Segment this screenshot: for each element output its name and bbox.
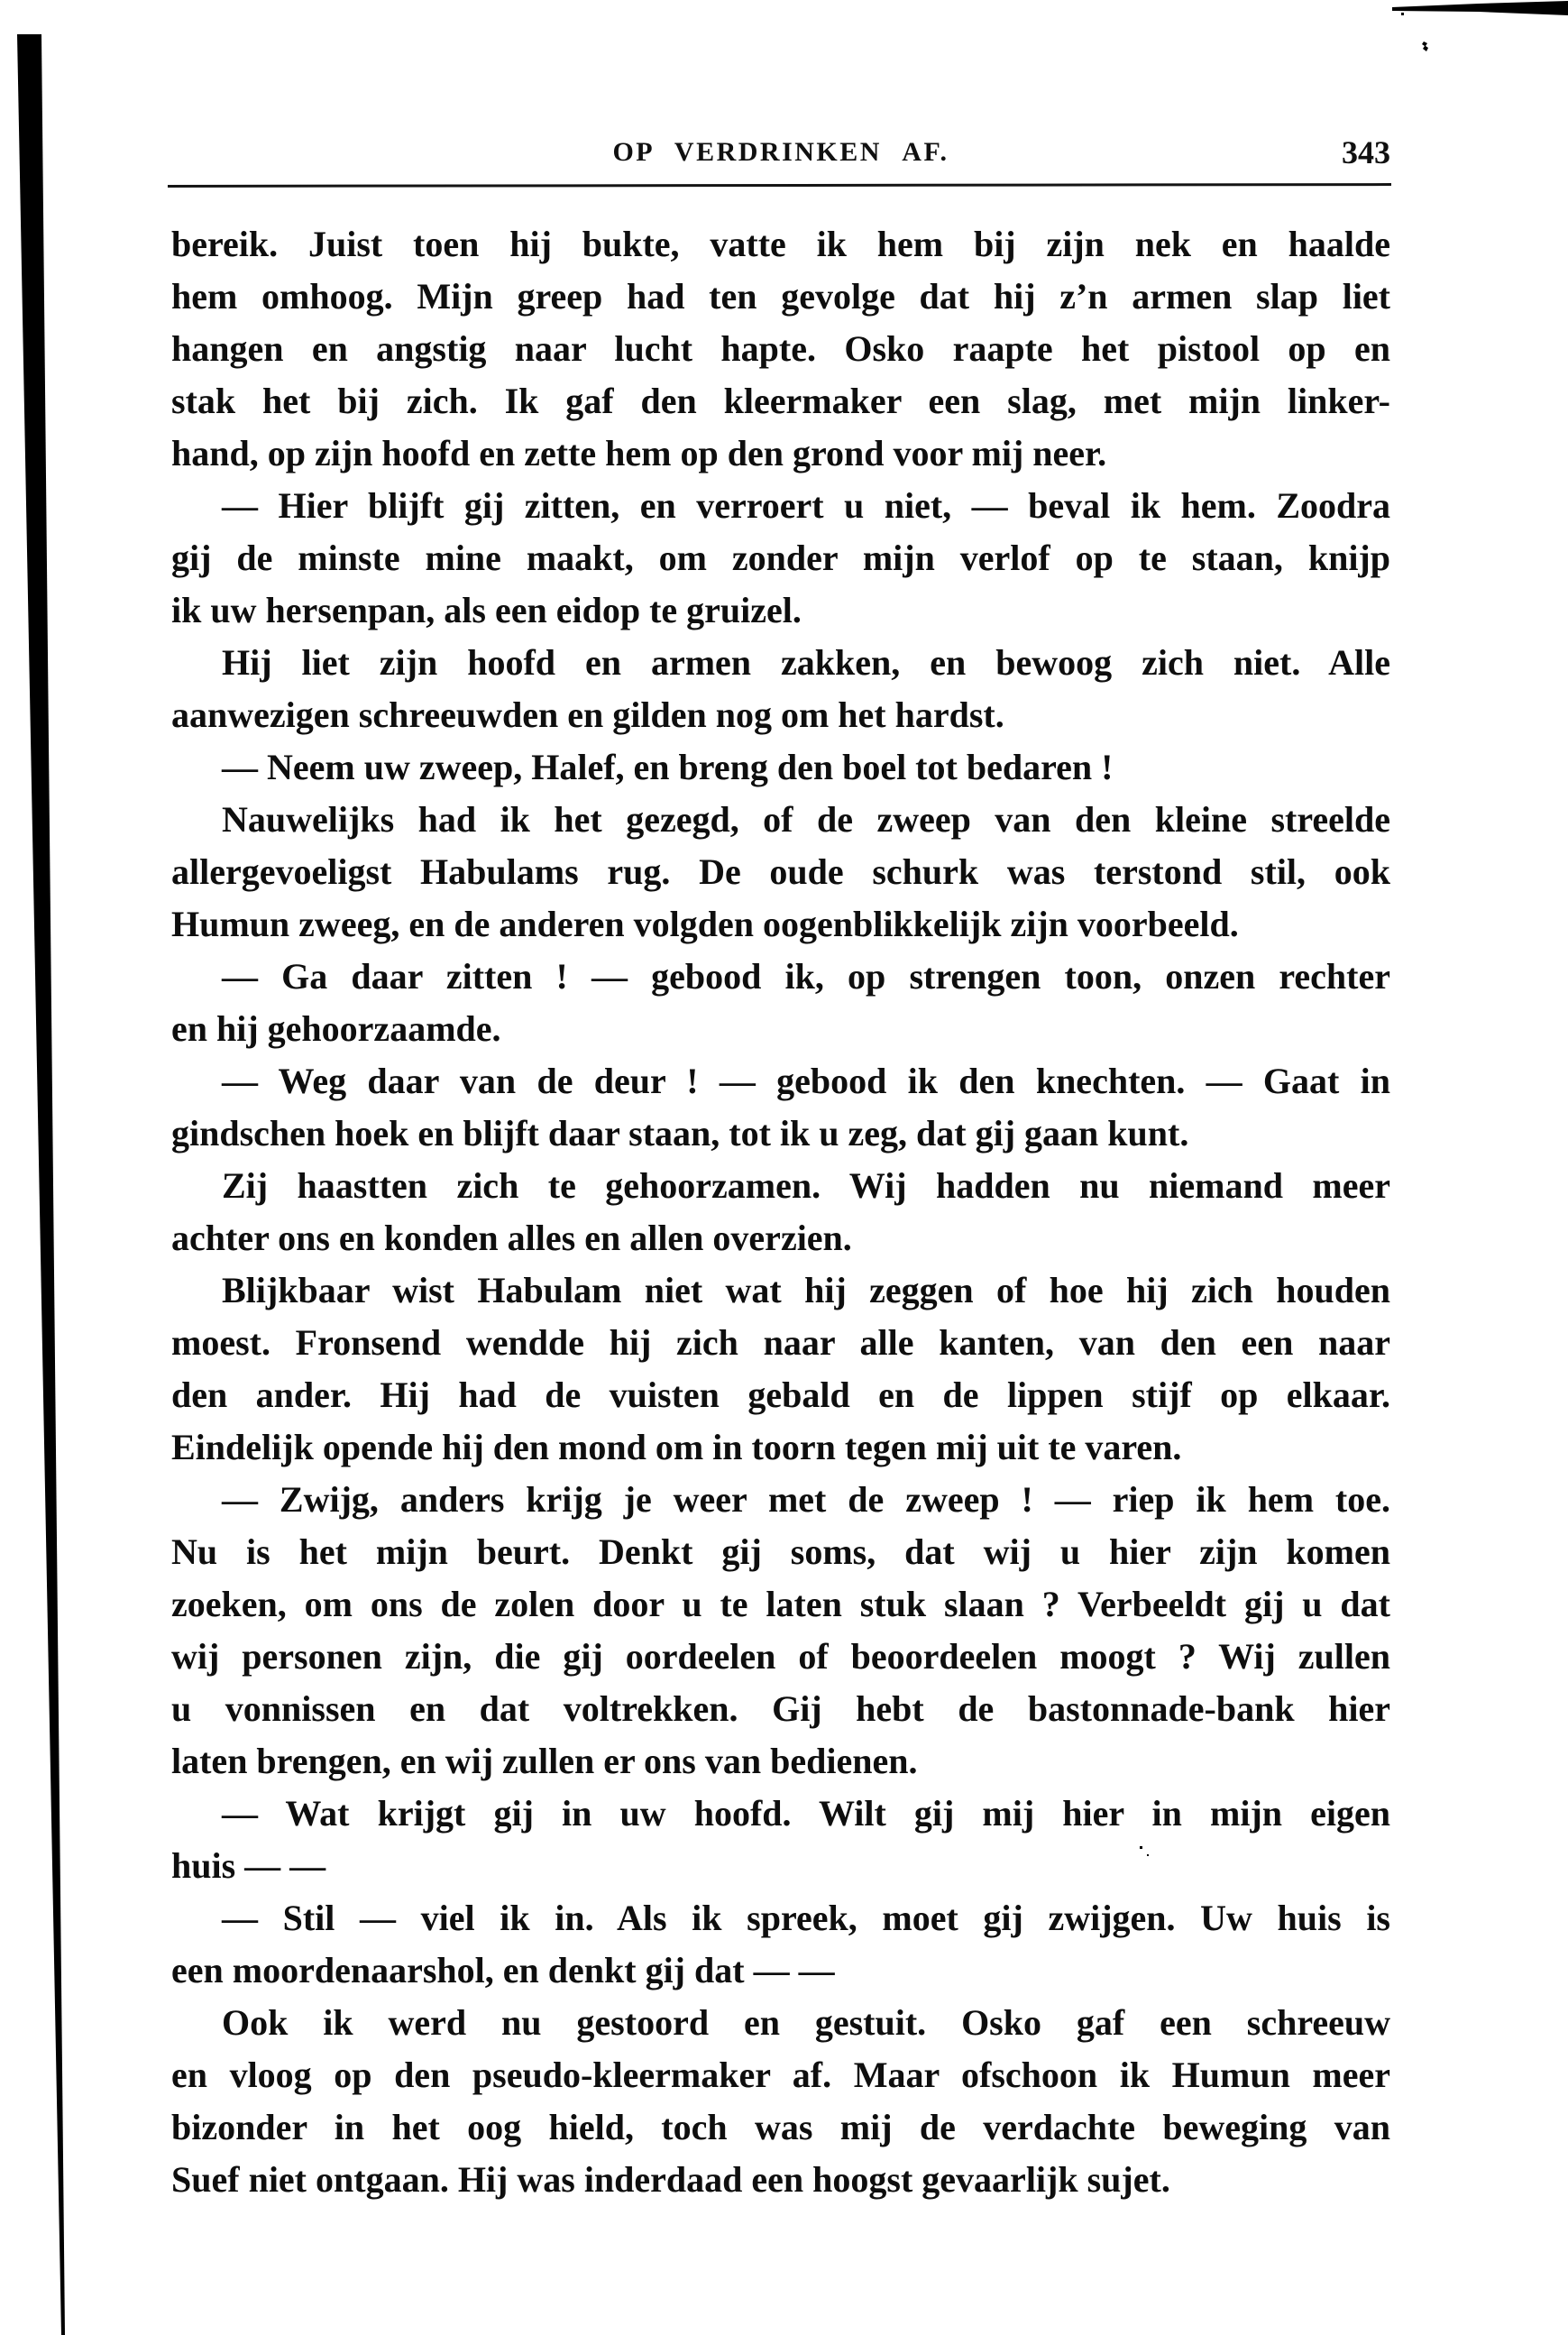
text-line: Humun zweeg, en de anderen volgden oogenblikkelijk zijn voorbeeld.	[171, 904, 1239, 944]
text-line: hand, op zijn hoofd en zette hem op den grond voor mij neer.	[171, 433, 1107, 473]
text-line: Hij liet zijn hoofd en armen zakken, en bewoog zich niet. Alle	[222, 642, 1390, 683]
text-line: hem omhoog. Mijn greep had ten gevolge dat hij z’n armen slap liet	[171, 276, 1390, 317]
text-line: aanwezigen schreeuwden en gilden nog om het hardst.	[171, 694, 1004, 735]
text-line: een moordenaarshol, en denkt gij dat — —	[171, 1950, 835, 1990]
text-line: Ook ik werd nu gestoord en gestuit. Osko gaf een schreeuw	[222, 2002, 1390, 2043]
text-line: — Ga daar zitten ! — gebood ik, op strengen toon, onzen rechter	[222, 956, 1390, 997]
body-text	[171, 218, 1390, 2206]
text-line: gij de minste mine maakt, om zonder mijn verlof op te staan, knijp	[171, 538, 1390, 578]
text-line: Suef niet ontgaan. Hij was inderdaad een hoogst gevaarlijk sujet.	[171, 2159, 1170, 2200]
text-line: u vonnissen en dat voltrekken. Gij hebt de bastonnade-bank hier	[171, 1688, 1390, 1729]
text-line: — Weg daar van de deur ! — gebood ik den knechten. — Gaat in	[222, 1061, 1390, 1101]
text-line: — Hier blijft gij zitten, en verroert u niet, — beval ik hem. Zoodra	[222, 485, 1390, 526]
text-line: — Neem uw zweep, Halef, en breng den boel tot bedaren !	[222, 747, 1114, 787]
text-line: Nauwelijks had ik het gezegd, of de zweep van den kleine streelde	[222, 799, 1390, 840]
text-line: en vloog op den pseudo-kleermaker af. Maar ofschoon ik Humun meer	[171, 2055, 1390, 2095]
scan-edge-streak-artifact	[1392, 1, 1568, 15]
text-line: — Wat krijgt gij in uw hoofd. Wilt gij mij hier in mijn eigen	[222, 1793, 1390, 1834]
text-line: — Stil — viel ik in. Als ik spreek, moet gij zwijgen. Uw huis is	[222, 1898, 1390, 1938]
text-line: huis — —	[171, 1845, 326, 1886]
page-number: 343	[1342, 134, 1390, 170]
text-line: Blijkbaar wist Habulam niet wat hij zeggen of hoe hij zich houden	[222, 1270, 1390, 1310]
text-line: zoeken, om ons de zolen door u te laten stuk slaan ? Verbeeldt gij u dat	[171, 1584, 1390, 1624]
scan-gutter-shadow-artifact	[17, 34, 65, 2335]
running-header	[171, 132, 1390, 173]
text-line: den ander. Hij had de vuisten gebald en de lippen stijf op elkaar.	[171, 1374, 1390, 1415]
text-line: bizonder in het oog hield, toch was mij de verdachte beweging van	[171, 2107, 1390, 2147]
text-line: ik uw hersenpan, als een eidop te gruizel.	[171, 590, 802, 630]
scan-speck-artifact	[1401, 13, 1404, 15]
scan-speck-artifact	[1422, 41, 1428, 51]
text-line: hangen en angstig naar lucht hapte. Osko raapte het pistool op en	[171, 328, 1390, 369]
text-line: Eindelijk opende hij den mond om in toorn tegen mij uit te varen.	[171, 1427, 1182, 1467]
text-line: — Zwijg, anders krijg je weer met de zweep ! — riep ik hem toe.	[222, 1479, 1390, 1520]
text-line: en hij gehoorzaamde.	[171, 1008, 501, 1049]
text-line: stak het bij zich. Ik gaf den kleermaker een slag, met mijn linker-	[171, 381, 1390, 421]
running-title: OP VERDRINKEN AF.	[612, 137, 949, 167]
text-line: allergevoeligst Habulams rug. De oude schurk was terstond stil, ook	[171, 851, 1390, 892]
text-line: wij personen zijn, die gij oordeelen of beoordeelen moogt ? Wij zullen	[171, 1636, 1390, 1677]
text-line: Nu is het mijn beurt. Denkt gij soms, dat wij u hier zijn komen	[171, 1531, 1390, 1572]
text-line: achter ons en konden alles en allen overzien.	[171, 1218, 852, 1258]
text-line: Zij haastten zich te gehoorzamen. Wij hadden nu niemand meer	[222, 1165, 1390, 1206]
text-line: gindschen hoek en blijft daar staan, tot ik u zeg, dat gij gaan kunt.	[171, 1113, 1189, 1154]
text-line: bereik. Juist toen hij bukte, vatte ik hem bij zijn nek en haalde	[171, 224, 1390, 264]
text-line: moest. Fronsend wendde hij zich naar alle kanten, van den een naar	[171, 1322, 1390, 1363]
text-line: laten brengen, en wij zullen er ons van bedienen.	[171, 1741, 918, 1781]
